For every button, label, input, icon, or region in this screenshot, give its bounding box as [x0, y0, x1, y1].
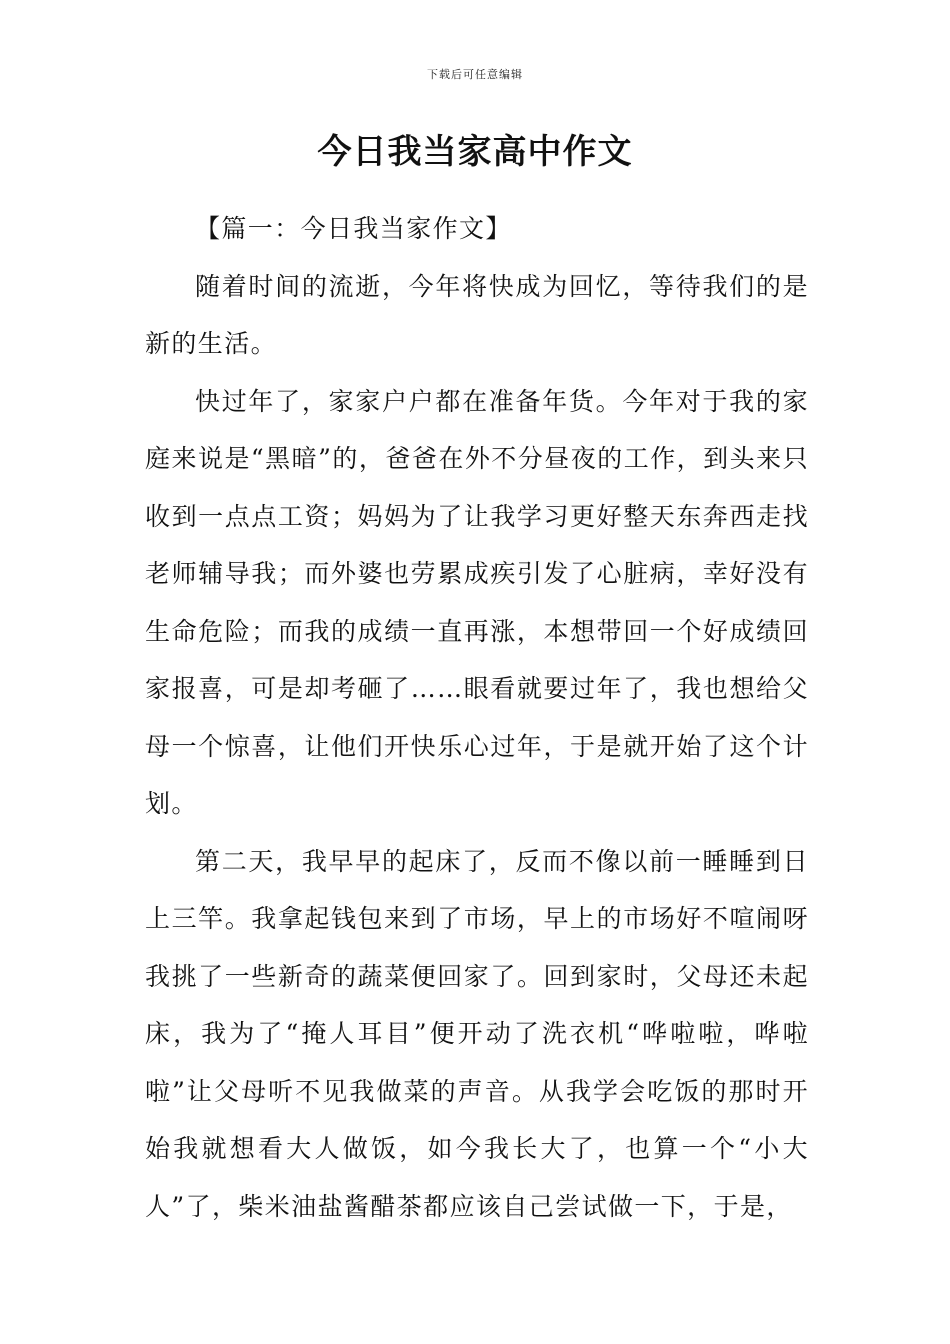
header-note: 下载后可任意编辑: [427, 68, 523, 81]
paragraph: 随着时间的流逝，今年将快成为回忆，等待我们的是新的生活。: [145, 271, 809, 358]
paragraph: 第二天，我早早的起床了，反而不像以前一睡睡到日上三竿。我拿起钱包来到了市场，早上的市场好不喧闹呀我挑了一些新奇的蔬菜便回家了。回到家时，父母还未起床，我为了“掩人耳目”便开动了洗衣机“哗啦啦，哗啦啦”让父母听不见我做菜的声音。从我学会吃饭的那时开始我就想看大人做饭，如今我长大了，也算一个“小大人”了，柴米油盐酱醋茶都应该自己尝试做一下，于是，: [145, 846, 809, 1221]
document-title: 今日我当家高中作文: [317, 132, 633, 172]
paragraph: 快过年了，家家户户都在准备年货。今年对于我的家庭来说是“黑暗”的，爸爸在外不分昼夜的工作，到头来只收到一点点工资；妈妈为了让我学习更好整天东奔西走找老师辅导我；而外婆也劳累成疾引发了心脏病，幸好没有生命危险；而我的成绩一直再涨，本想带回一个好成绩回家报喜，可是却考砸了……眼看就要过年了，我也想给父母一个惊喜，让他们开快乐心过年，于是就开始了这个计划。: [145, 386, 809, 818]
section-heading: 【篇一：今日我当家作文】: [195, 214, 512, 243]
document-body: [145, 200, 809, 1235]
